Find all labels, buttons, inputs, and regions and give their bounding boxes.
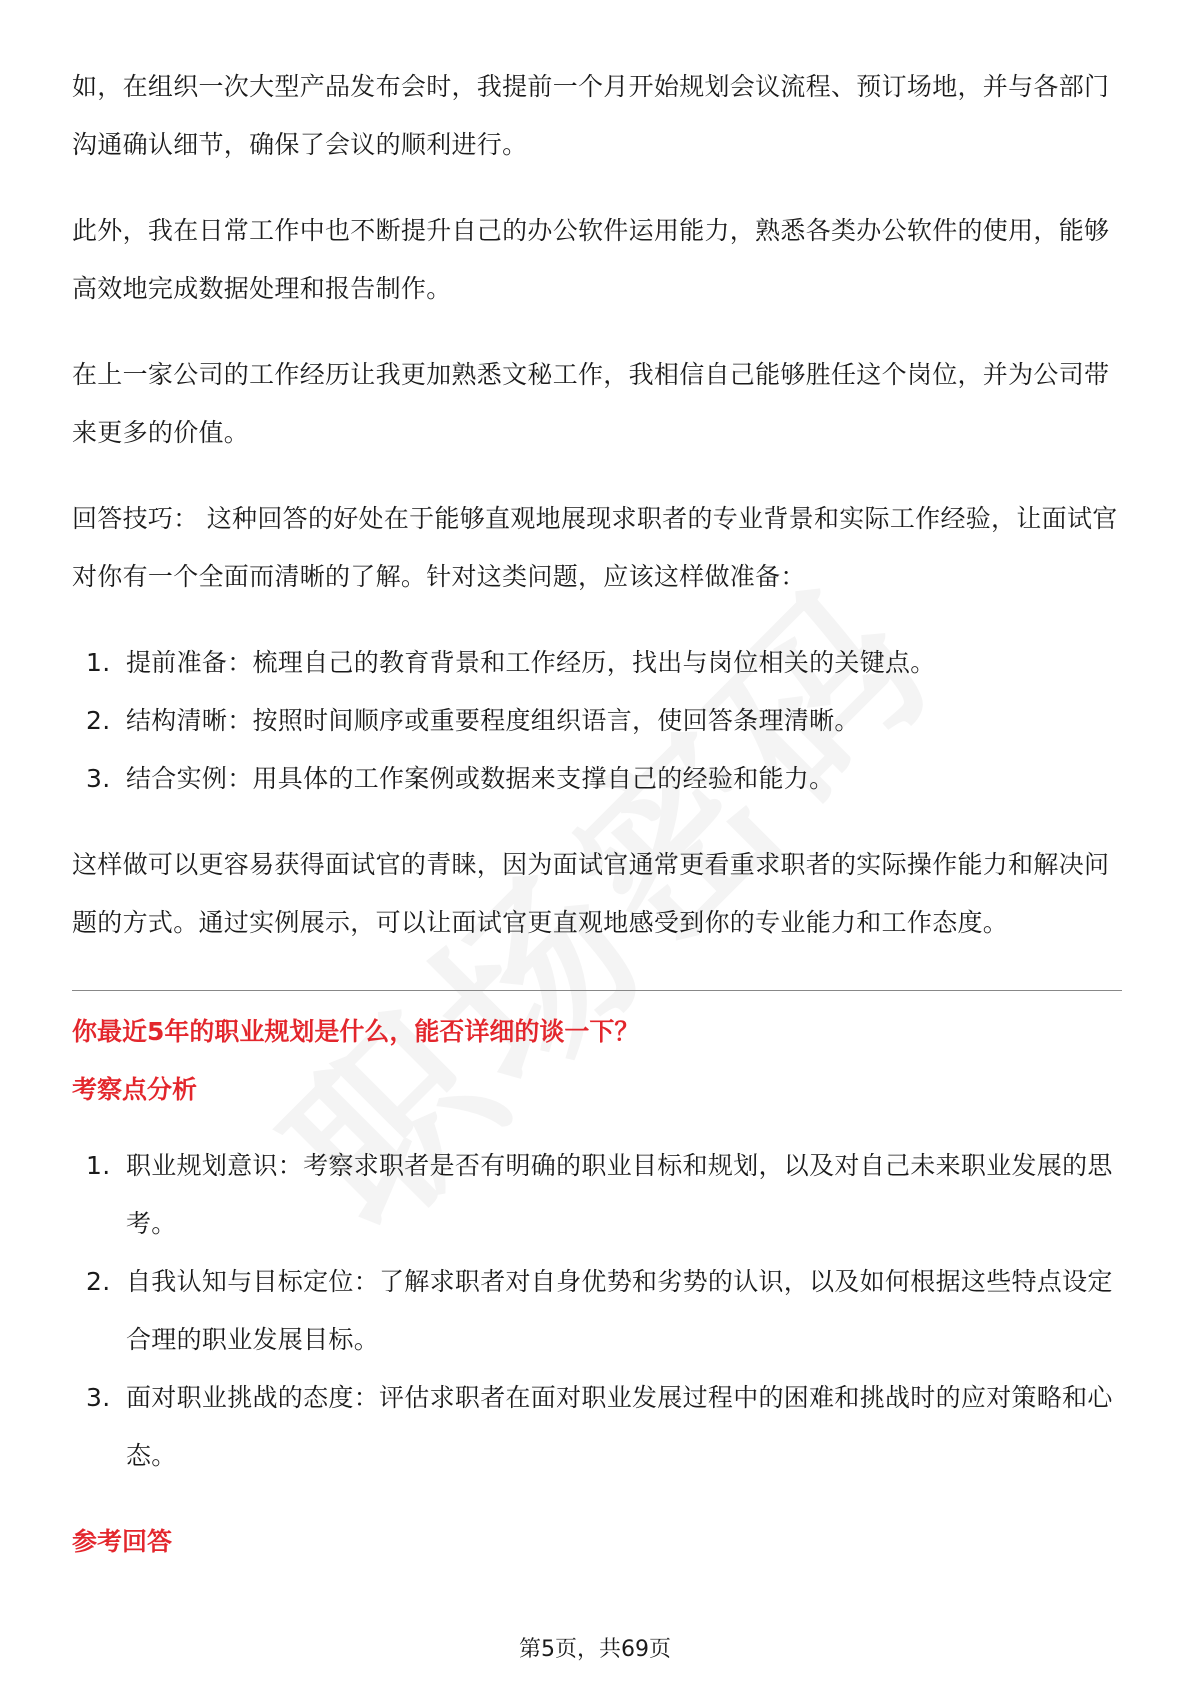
list-item-text: 面对职业挑战的态度：评估求职者在面对职业发展过程中的困难和挑战时的应对策略和心态。 — [126, 1383, 1113, 1470]
tips-list — [72, 634, 1122, 808]
list-item — [72, 1369, 1122, 1485]
page-footer: 第5页，共69页 — [519, 1637, 671, 1662]
analysis-list — [72, 1137, 1122, 1485]
list-item-text: 结合实例：用具体的工作案例或数据来支撑自己的经验和能力。 — [126, 764, 835, 793]
list-number: 2. — [86, 706, 111, 735]
question-heading: 你最近5年的职业规划是什么，能否详细的谈一下？ — [72, 1017, 640, 1046]
list-item-text: 职业规划意识：考察求职者是否有明确的职业目标和规划，以及对自己未来职业发展的思考。 — [126, 1151, 1113, 1238]
list-number: 1. — [86, 1151, 111, 1180]
paragraph: 如，在组织一次大型产品发布会时，我提前一个月开始规划会议流程、预订场地，并与各部门沟通确认细节，确保了会议的顺利进行。 — [72, 72, 1110, 159]
list-item — [72, 750, 1122, 808]
list-item — [72, 634, 1122, 692]
list-item — [72, 1137, 1122, 1253]
reference-answer-heading: 参考回答 — [72, 1527, 173, 1556]
list-number: 2. — [86, 1267, 111, 1296]
closing-paragraph: 这样做可以更容易获得面试官的青睐，因为面试官通常更看重求职者的实际操作能力和解决问题的方式。通过实例展示，可以让面试官更直观地感受到你的专业能力和工作态度。 — [72, 850, 1110, 937]
list-item-text: 结构清晰：按照时间顺序或重要程度组织语言，使回答条理清晰。 — [126, 706, 860, 735]
list-number: 3. — [86, 764, 111, 793]
answer-tips-paragraph: 回答技巧： 这种回答的好处在于能够直观地展现求职者的专业背景和实际工作经验，让面试官对你有一个全面而清晰的了解。针对这类问题，应该这样做准备： — [72, 504, 1118, 591]
paragraph: 在上一家公司的工作经历让我更加熟悉文秘工作，我相信自己能够胜任这个岗位，并为公司带来更多的价值。 — [72, 360, 1110, 447]
list-number: 3. — [86, 1383, 111, 1412]
analysis-heading: 考察点分析 — [72, 1075, 198, 1104]
list-item — [72, 1253, 1122, 1369]
list-item-text: 提前准备：梳理自己的教育背景和工作经历，找出与岗位相关的关键点。 — [126, 648, 936, 677]
document-page — [72, 58, 1122, 1571]
section-divider — [72, 990, 1122, 991]
list-number: 1. — [86, 648, 111, 677]
list-item-text: 自我认知与目标定位：了解求职者对自身优势和劣势的认识，以及如何根据这些特点设定合理的职业发展目标。 — [126, 1267, 1113, 1354]
list-item — [72, 692, 1122, 750]
paragraph: 此外，我在日常工作中也不断提升自己的办公软件运用能力，熟悉各类办公软件的使用，能够高效地完成数据处理和报告制作。 — [72, 216, 1110, 303]
